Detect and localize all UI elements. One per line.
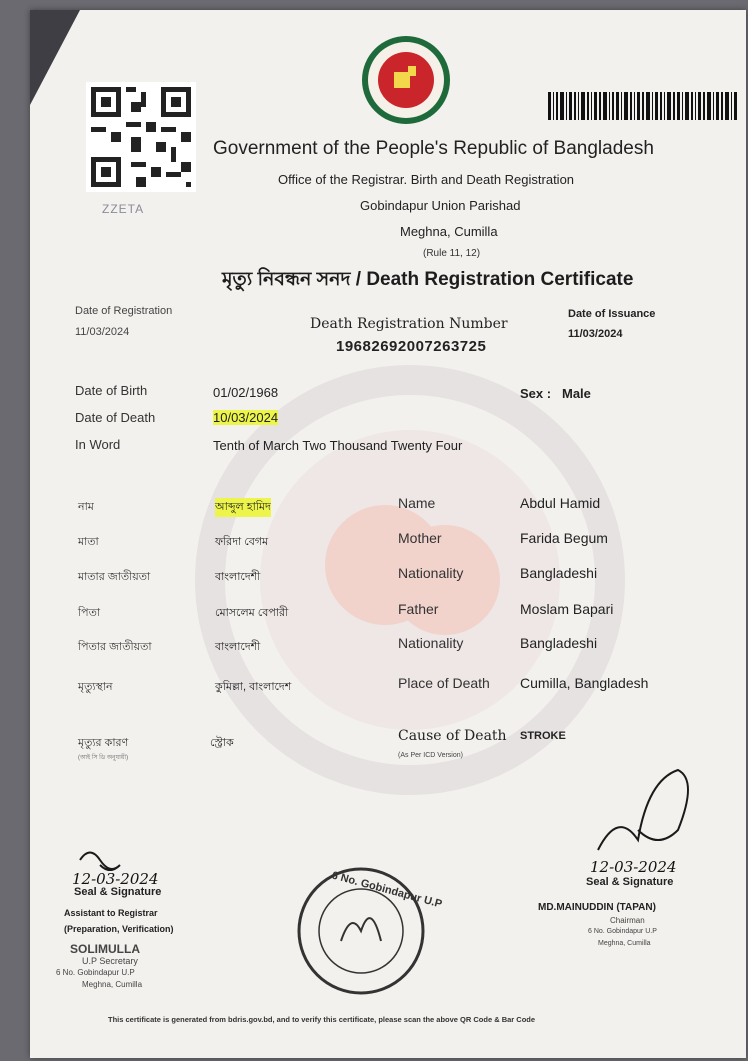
chairman-union: 6 No. Gobindapur U.P — [588, 928, 657, 935]
detail-value: Moslam Bapari — [520, 601, 614, 617]
cause-bn-value: স্ট্রোক — [210, 737, 234, 749]
date-of-death-label: Date of Death — [75, 410, 156, 425]
cause-label: Cause of Death — [398, 728, 507, 744]
date-of-issuance-value: 11/03/2024 — [568, 328, 623, 340]
secretary-stamp-title: U.P Secretary — [82, 956, 138, 966]
sex-value: Male — [562, 386, 591, 401]
detail-bn-value: বাংলাদেশী — [215, 571, 261, 583]
location: Meghna, Cumilla — [400, 224, 498, 239]
detail-bn-value: বাংলাদেশী — [215, 641, 261, 653]
detail-bn-label: পিতা — [78, 607, 101, 619]
date-of-death-value: 10/03/2024 — [213, 410, 279, 425]
chairman-location: Meghna, Cumilla — [598, 940, 651, 947]
assistant-seal-label: Seal & Signature — [74, 886, 162, 898]
paper-corner-shadow — [30, 10, 80, 105]
secretary-stamp-location: Meghna, Cumilla — [82, 980, 143, 989]
chairman-signature-icon — [578, 760, 728, 870]
detail-value: Abdul Hamid — [520, 495, 601, 511]
certificate-title: মৃত্যু নিবন্ধন সনদ / Death Registration Certificate — [222, 269, 634, 290]
sex-label: Sex : — [520, 386, 552, 401]
detail-bn-value: আব্দুল হামিদ — [215, 498, 271, 517]
detail-bn-label: মৃত্যুস্থান — [78, 681, 113, 693]
union-parishad: Gobindapur Union Parishad — [360, 198, 521, 213]
government-title: Government of the People's Republic of Bangladesh — [213, 138, 654, 159]
detail-bn-value: মোসলেম বেপারী — [215, 607, 289, 619]
rule-reference: (Rule 11, 12) — [423, 248, 481, 259]
assistant-handwritten-date: 12-03-2024 — [72, 870, 159, 888]
footer-note: This certificate is generated from bdris.gov.bd, and to verify this certificate, please scan the above QR Code & Bar Code — [108, 1015, 536, 1024]
cause-icd-note: (As Per ICD Version) — [398, 752, 463, 759]
date-of-birth-label: Date of Birth — [75, 383, 148, 398]
detail-label: Father — [398, 601, 439, 617]
certificate-paper — [30, 10, 746, 1058]
detail-label: Place of Death — [398, 675, 490, 691]
detail-label: Nationality — [398, 635, 464, 651]
chairman-name: MD.MAINUDDIN (TAPAN) — [538, 902, 656, 913]
assistant-role: Assistant to Registrar — [64, 908, 158, 918]
date-of-registration-value: 11/03/2024 — [75, 326, 130, 338]
chairman-seal-label: Seal & Signature — [586, 876, 674, 888]
chairman-handwritten-date: 12-03-2024 — [590, 858, 677, 876]
cause-bn-note: (আই সি ডি অনুযায়ী) — [78, 755, 129, 761]
assistant-role-note: (Preparation, Verification) — [64, 924, 174, 934]
detail-bn-label: মাতার জাতীয়তা — [78, 571, 151, 583]
secretary-stamp-union: 6 No. Gobindapur U.P — [56, 968, 135, 977]
barcode — [548, 92, 738, 120]
death-registration-number: 19682692007263725 — [336, 338, 487, 355]
detail-value: Bangladeshi — [520, 635, 598, 651]
date-of-registration-label: Date of Registration — [75, 305, 173, 317]
seal-text: 6 No. Gobindapur U.P — [330, 869, 444, 911]
detail-bn-label: মাতা — [78, 536, 99, 548]
in-word-label: In Word — [75, 437, 121, 452]
detail-value: Cumilla, Bangladesh — [520, 675, 649, 691]
qr-code — [86, 82, 196, 192]
detail-value: Farida Begum — [520, 530, 608, 546]
date-of-birth-value: 01/02/1968 — [213, 385, 279, 400]
detail-label: Name — [398, 495, 436, 511]
date-of-issuance-label: Date of Issuance — [568, 308, 656, 320]
detail-bn-label: নাম — [78, 501, 94, 513]
office-title: Office of the Registrar. Birth and Death Registration — [278, 172, 575, 187]
death-registration-number-label: Death Registration Number — [310, 316, 508, 332]
detail-bn-value: ফরিদা বেগম — [215, 536, 269, 548]
detail-bn-value: কুমিল্লা, বাংলাদেশ — [215, 681, 292, 693]
in-word-value: Tenth of March Two Thousand Twenty Four — [213, 438, 463, 453]
cause-value: STROKE — [520, 730, 566, 742]
detail-label: Nationality — [398, 565, 464, 581]
detail-bn-label: পিতার জাতীয়তা — [78, 641, 152, 653]
detail-value: Bangladeshi — [520, 565, 598, 581]
secretary-stamp-name: SOLIMULLA — [70, 942, 140, 956]
government-emblem-icon — [360, 34, 452, 126]
qr-code-text: ZZETA — [102, 202, 145, 216]
chairman-title: Chairman — [610, 916, 645, 925]
detail-label: Mother — [398, 530, 442, 546]
cause-bn-label: মৃত্যুর কারণ — [78, 737, 129, 749]
